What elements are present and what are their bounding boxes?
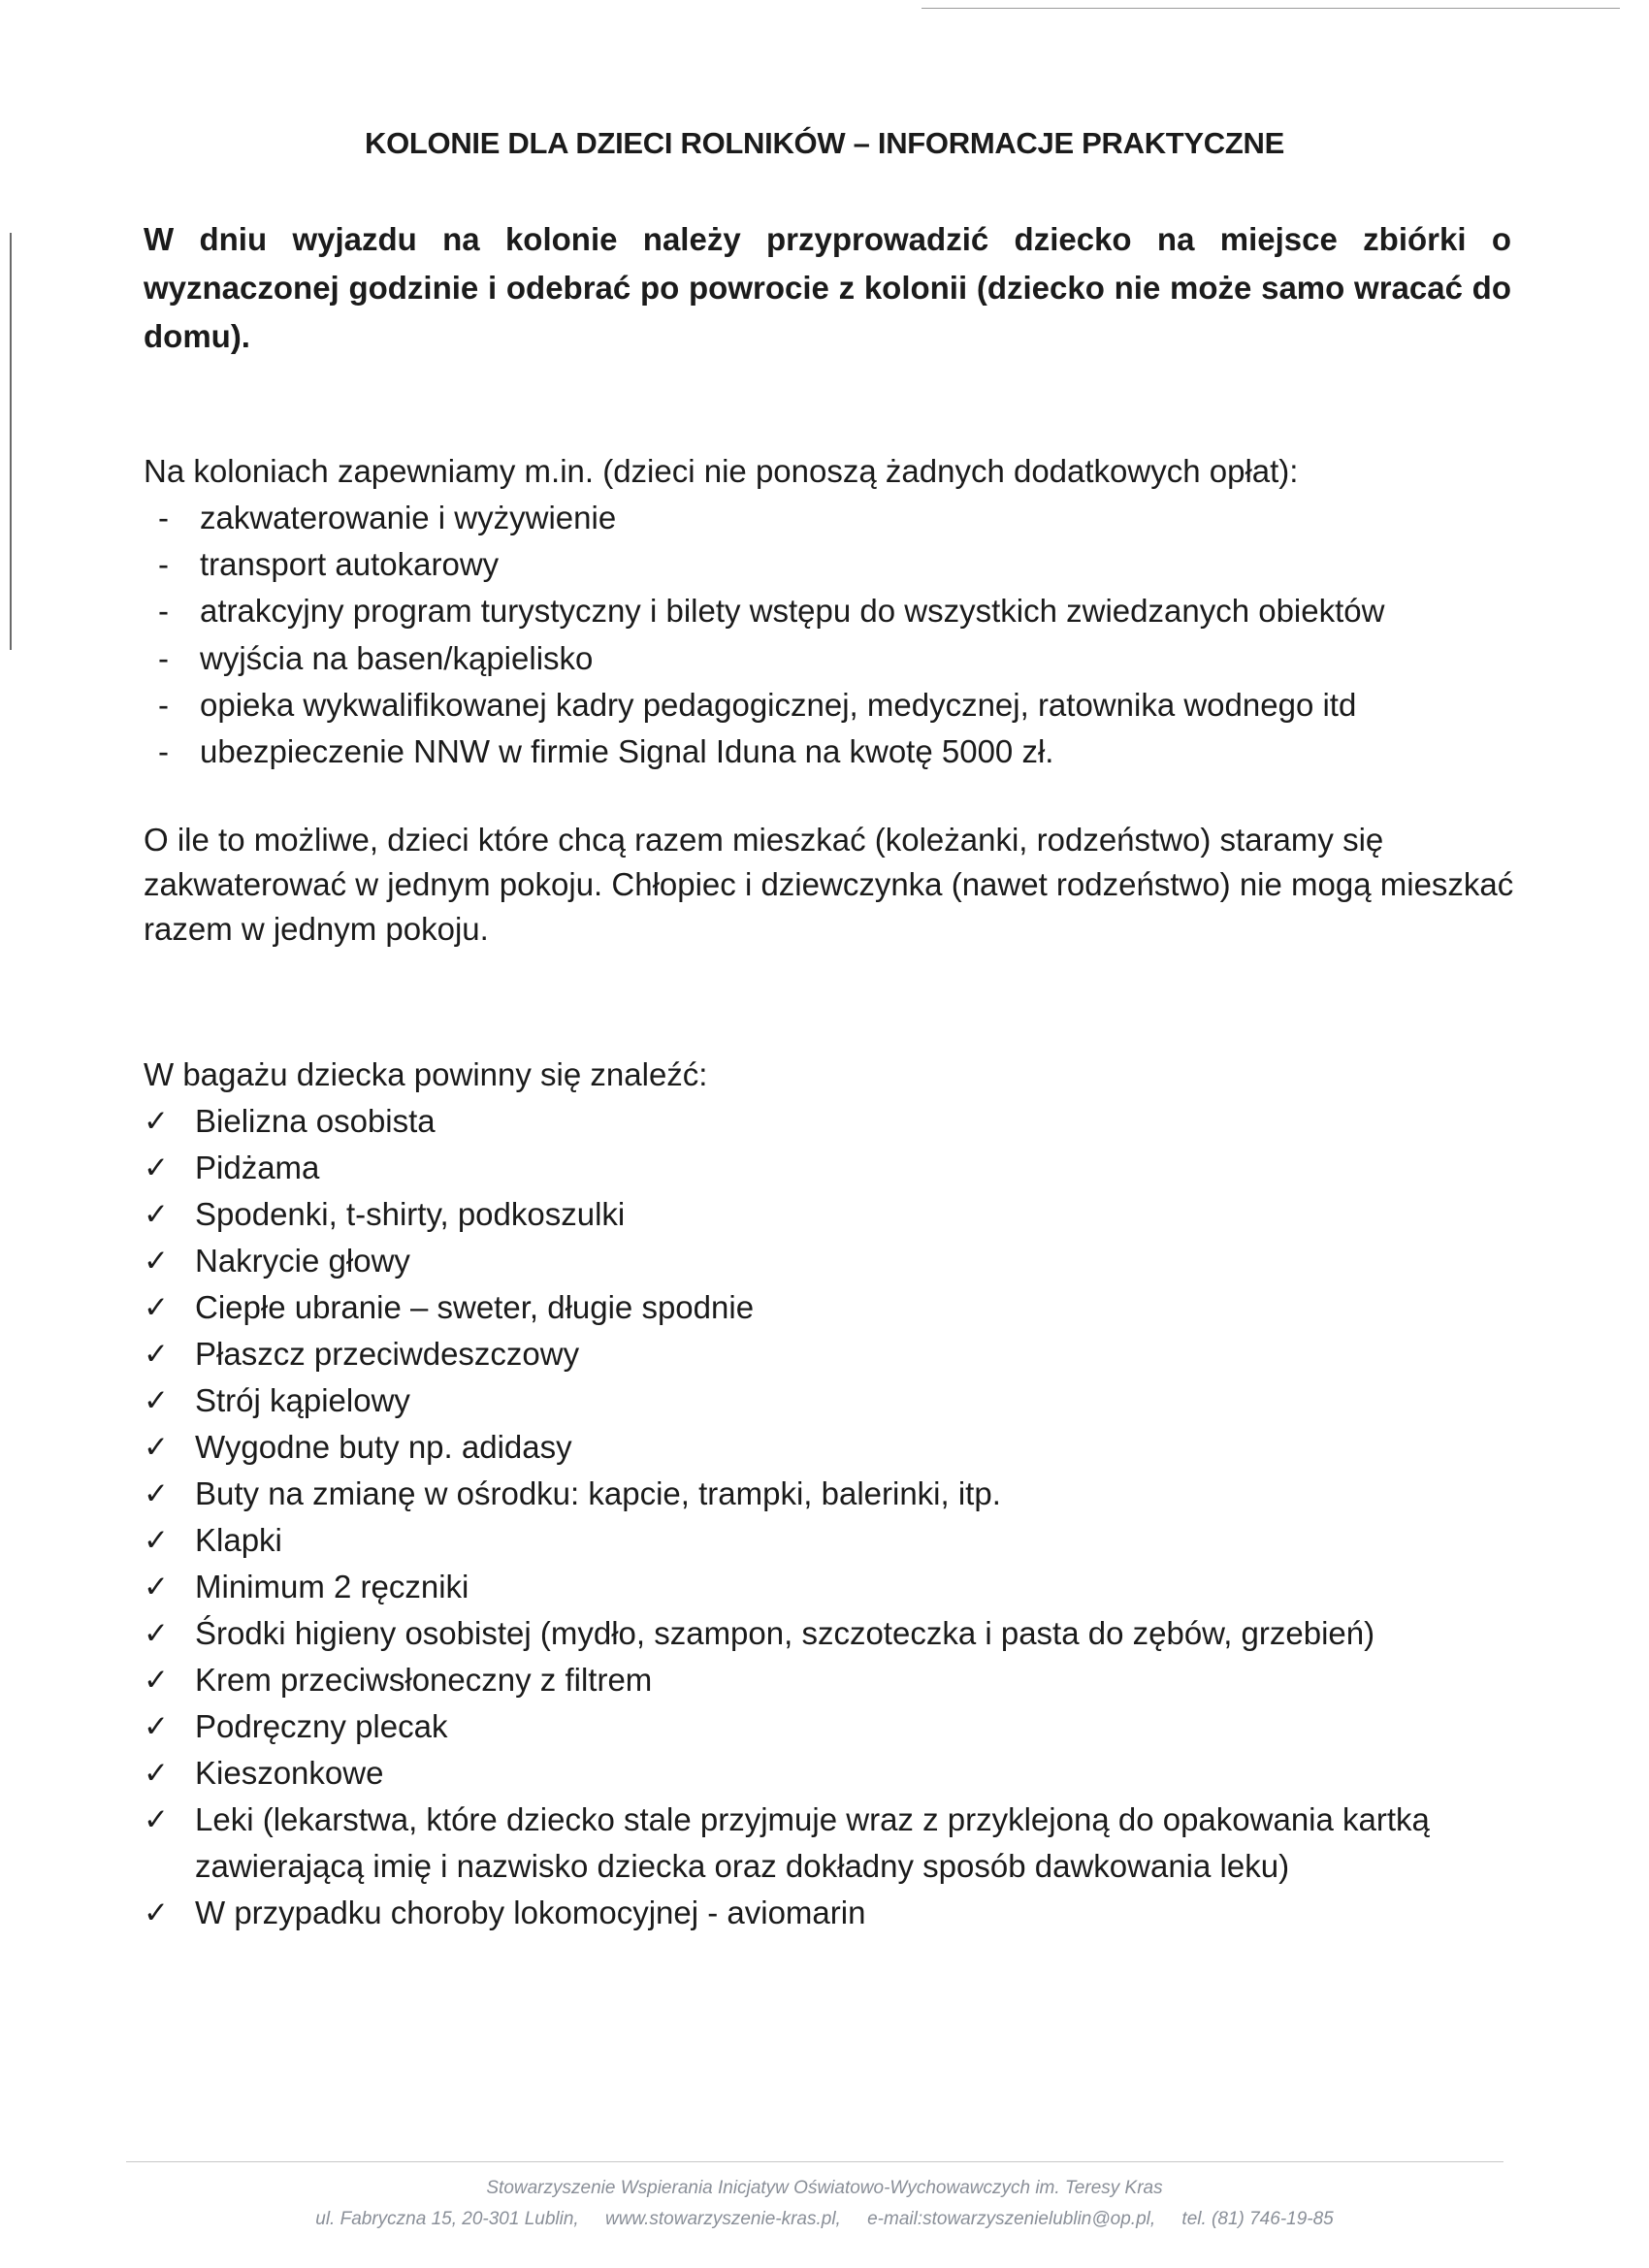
luggage-item <box>144 1145 1540 1191</box>
rooms-paragraph: O ile to możliwe, dzieci które chcą razem mieszkać (koleżanki, rodzeństwo) staramy się zakwaterować w jednym pokoju. Chłopiec i dziewczynka (nawet rodzeństwo) nie mogą mieszkać razem w jednym pokoju. <box>144 822 1514 947</box>
dash-bullet: - <box>158 546 169 583</box>
luggage-item <box>144 1471 1540 1517</box>
luggage-item <box>144 1657 1540 1703</box>
luggage-item-text: Kieszonkowe <box>195 1755 384 1791</box>
luggage-item <box>144 1191 1540 1238</box>
luggage-item <box>144 1517 1540 1564</box>
checkmark-icon: ✓ <box>144 1430 169 1465</box>
dash-bullet: - <box>158 686 169 723</box>
footer <box>0 2173 1649 2235</box>
checkmark-icon: ✓ <box>144 1337 169 1372</box>
luggage-item <box>144 1610 1540 1657</box>
checkmark-icon: ✓ <box>144 1290 169 1325</box>
checkmark-icon: ✓ <box>144 1756 169 1791</box>
dash-bullet: - <box>158 593 169 630</box>
checkmark-icon: ✓ <box>144 1663 169 1698</box>
checkmark-icon: ✓ <box>144 1476 169 1511</box>
intro-paragraph: W dniu wyjazdu na kolonie należy przyprowadzić dziecko na miejsce zbiórki o wyznaczonej godzinie i odebrać po powrocie z kolonii (dziecko nie może samo wracać do domu). <box>144 221 1511 354</box>
luggage-item <box>144 1238 1540 1284</box>
luggage-list <box>144 1098 1540 1936</box>
luggage-item <box>144 1098 1540 1145</box>
footer-phone: tel. (81) 746-19-85 <box>1181 2209 1334 2229</box>
provides-item <box>158 588 1384 634</box>
dash-bullet: - <box>158 733 169 770</box>
luggage-item <box>144 1377 1540 1424</box>
luggage-item-text: Środki higieny osobistej (mydło, szampon, szczoteczka i pasta do zębów, grzebień) <box>195 1615 1375 1651</box>
luggage-item-text: Leki (lekarstwa, które dziecko stale przyjmuje wraz z przyklejoną do opakowania kartką zawierającą imię i nazwisko dziecka oraz dokładny sposób dawkowania leku) <box>195 1801 1430 1884</box>
checkmark-icon: ✓ <box>144 1616 169 1651</box>
provides-item-text: wyjścia na basen/kąpielisko <box>200 639 594 676</box>
checkmark-icon: ✓ <box>144 1150 169 1185</box>
provides-item <box>158 635 1384 682</box>
checkmark-icon: ✓ <box>144 1197 169 1232</box>
provides-item <box>158 729 1384 775</box>
provides-item <box>158 495 1384 541</box>
luggage-item-text: Spodenki, t-shirty, podkoszulki <box>195 1196 626 1232</box>
provides-item-text: opieka wykwalifikowanej kadry pedagogicznej, medycznej, ratownika wodnego itd <box>200 686 1357 723</box>
luggage-item-text: Bielizna osobista <box>195 1103 436 1139</box>
luggage-item-text: W przypadku choroby lokomocyjnej - aviomarin <box>195 1895 866 1930</box>
luggage-item-text: Podręczny plecak <box>195 1708 448 1744</box>
luggage-item-text: Płaszcz przeciwdeszczowy <box>195 1336 580 1372</box>
provides-item-text: transport autokarowy <box>200 546 500 583</box>
footer-divider <box>126 2161 1504 2162</box>
checkmark-icon: ✓ <box>144 1523 169 1558</box>
luggage-item <box>144 1750 1540 1797</box>
luggage-item <box>144 1564 1540 1610</box>
footer-organization: Stowarzyszenie Wspierania Inicjatyw Oświatowo-Wychowawczych im. Teresy Kras <box>486 2178 1163 2198</box>
luggage-item-text: Strój kąpielowy <box>195 1382 410 1418</box>
provides-item-text: zakwaterowanie i wyżywienie <box>200 500 617 535</box>
luggage-item-text: Klapki <box>195 1522 282 1558</box>
luggage-item <box>144 1890 1540 1936</box>
luggage-item-text: Minimum 2 ręczniki <box>195 1569 469 1604</box>
provides-item <box>158 682 1384 729</box>
provides-item <box>158 541 1384 588</box>
provides-item-text: atrakcyjny program turystyczny i bilety wstępu do wszystkich zwiedzanych obiektów <box>200 593 1385 630</box>
luggage-item <box>144 1331 1540 1377</box>
checkmark-icon: ✓ <box>144 1244 169 1279</box>
luggage-lead: W bagażu dziecka powinny się znaleźć: <box>144 1056 708 1092</box>
dash-bullet: - <box>158 500 169 535</box>
footer-website[interactable]: www.stowarzyszenie-kras.pl, <box>604 2209 841 2229</box>
footer-address: ul. Fabryczna 15, 20-301 Lublin, <box>315 2209 579 2229</box>
checkmark-icon: ✓ <box>144 1104 169 1139</box>
checkmark-icon: ✓ <box>144 1383 169 1418</box>
luggage-item <box>144 1703 1540 1750</box>
checkmark-icon: ✓ <box>144 1570 169 1604</box>
footer-contact-line <box>0 2204 1649 2235</box>
scan-edge-left <box>10 233 12 650</box>
luggage-item-text: Wygodne buty np. adidasy <box>195 1429 572 1465</box>
luggage-item-text: Ciepłe ubranie – sweter, długie spodnie <box>195 1289 755 1325</box>
page-title: KOLONIE DLA DZIECI ROLNIKÓW – INFORMACJE PRAKTYCZNE <box>364 126 1284 160</box>
footer-email[interactable]: e-mail:stowarzyszenielublin@op.pl, <box>867 2209 1156 2229</box>
provides-item-text: ubezpieczenie NNW w firmie Signal Iduna na kwotę 5000 zł. <box>200 733 1054 770</box>
checkmark-icon: ✓ <box>144 1802 169 1837</box>
luggage-item-text: Krem przeciwsłoneczny z filtrem <box>195 1662 653 1698</box>
luggage-item-text: Pidżama <box>195 1150 320 1185</box>
checkmark-icon: ✓ <box>144 1895 169 1930</box>
dash-bullet: - <box>158 639 169 676</box>
luggage-item <box>144 1284 1540 1331</box>
luggage-item <box>144 1424 1540 1471</box>
luggage-item-text: Nakrycie głowy <box>195 1243 410 1279</box>
provides-lead: Na koloniach zapewniamy m.in. (dzieci nie ponoszą żadnych dodatkowych opłat): <box>144 453 1299 489</box>
scan-edge-top <box>922 8 1620 9</box>
checkmark-icon: ✓ <box>144 1709 169 1744</box>
provides-list <box>158 495 1384 775</box>
luggage-item <box>144 1797 1540 1890</box>
luggage-item-text: Buty na zmianę w ośrodku: kapcie, trampki, balerinki, itp. <box>195 1475 1001 1511</box>
